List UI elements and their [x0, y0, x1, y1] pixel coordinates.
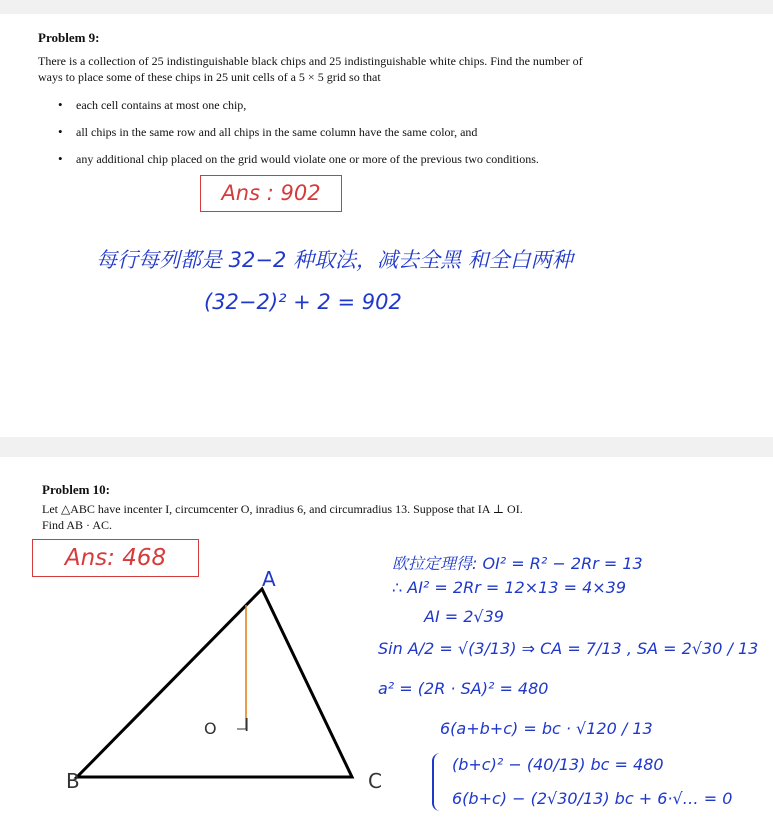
work-line: AI = 2√39	[424, 607, 504, 626]
work-line: 6(a+b+c) = bc · √120 / 13	[440, 719, 653, 738]
label-a: A	[262, 567, 276, 591]
problem-9-page	[32, 14, 772, 437]
work-line: 欧拉定理得: OI² = R² − 2Rr = 13	[392, 554, 643, 573]
handwritten-equation: (32−2)² + 2 = 902	[204, 290, 402, 314]
work-line: Sin A/2 = √(3/13) ⇒ CA = 7/13 , SA = 2√30 / 13	[378, 639, 759, 658]
problem-9-conditions	[58, 98, 678, 167]
top-gutter	[0, 0, 773, 14]
label-c: C	[368, 769, 382, 793]
work-line: a² = (2R · SA)² = 480	[378, 679, 549, 698]
triangle-diagram	[32, 557, 412, 822]
label-i: I	[244, 715, 250, 736]
problem-10-statement: Let △ABC have incenter I, circumcenter O, inradius 6, and circumradius 13. Suppose that IA ⊥ OI.	[42, 502, 523, 516]
page-gap	[0, 437, 773, 457]
handwritten-explanation: 每行每列都是 32−2 种取法，减去全黑 和全白两种	[96, 248, 573, 272]
problem-10-title: Problem 10:	[42, 482, 110, 497]
problem-9-statement: There is a collection of 25 indistinguishable black chips and 25 indistinguishable white chips. Find the number of ways to place some of these chips in 25 unit cells of a 5 × 5 grid so that	[38, 54, 583, 84]
condition-item: • all chips in the same row and all chips in the same column have the same color, and	[58, 125, 678, 140]
work-line: ∴ AI² = 2Rr = 12×13 = 4×39	[392, 578, 627, 597]
triangle-abc	[77, 589, 352, 777]
answer-box-9: Ans : 902	[200, 175, 342, 212]
equation-system-brace	[432, 753, 442, 811]
work-line: (b+c)² − (40/13) bc = 480	[452, 755, 664, 774]
work-line: 6(b+c) − (2√30/13) bc + 6·√… = 0	[452, 789, 733, 808]
problem-10-page	[32, 457, 772, 822]
label-b: B	[66, 769, 80, 793]
label-o: O	[204, 719, 217, 738]
problem-9-title: Problem 9:	[38, 30, 100, 45]
answer-box-10: Ans: 468	[32, 539, 199, 577]
condition-item: • each cell contains at most one chip,	[58, 98, 678, 113]
problem-10-question: Find AB · AC.	[42, 518, 113, 532]
condition-item: • any additional chip placed on the grid would violate one or more of the previous two conditions.	[58, 152, 678, 167]
